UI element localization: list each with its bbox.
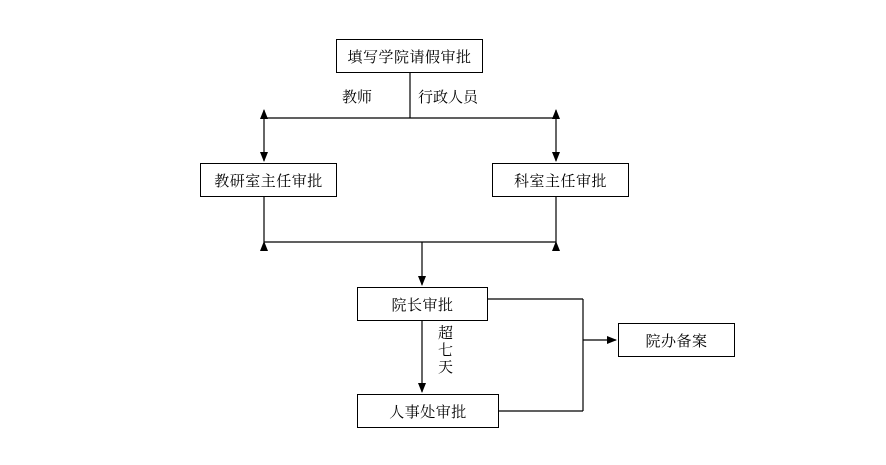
edge-label-over-seven-days: 超七天 — [436, 325, 453, 376]
edge-label-administrative-staff: 行政人员 — [418, 89, 479, 106]
node-teaching-office-director[interactable] — [200, 163, 337, 197]
node-label: 院办备案 — [645, 332, 708, 350]
node-start[interactable] — [336, 39, 483, 73]
node-college-office-filing[interactable] — [618, 323, 735, 357]
node-label: 院长审批 — [391, 296, 454, 314]
node-department-director[interactable] — [492, 163, 629, 197]
edge-label-teacher: 教师 — [342, 89, 373, 106]
node-label: 教研室主任审批 — [214, 172, 323, 190]
node-label: 填写学院请假审批 — [347, 48, 472, 66]
node-label: 人事处审批 — [389, 403, 467, 421]
node-hr-approval[interactable] — [357, 394, 499, 428]
node-label: 科室主任审批 — [513, 172, 607, 190]
node-dean-approval[interactable] — [357, 287, 488, 321]
